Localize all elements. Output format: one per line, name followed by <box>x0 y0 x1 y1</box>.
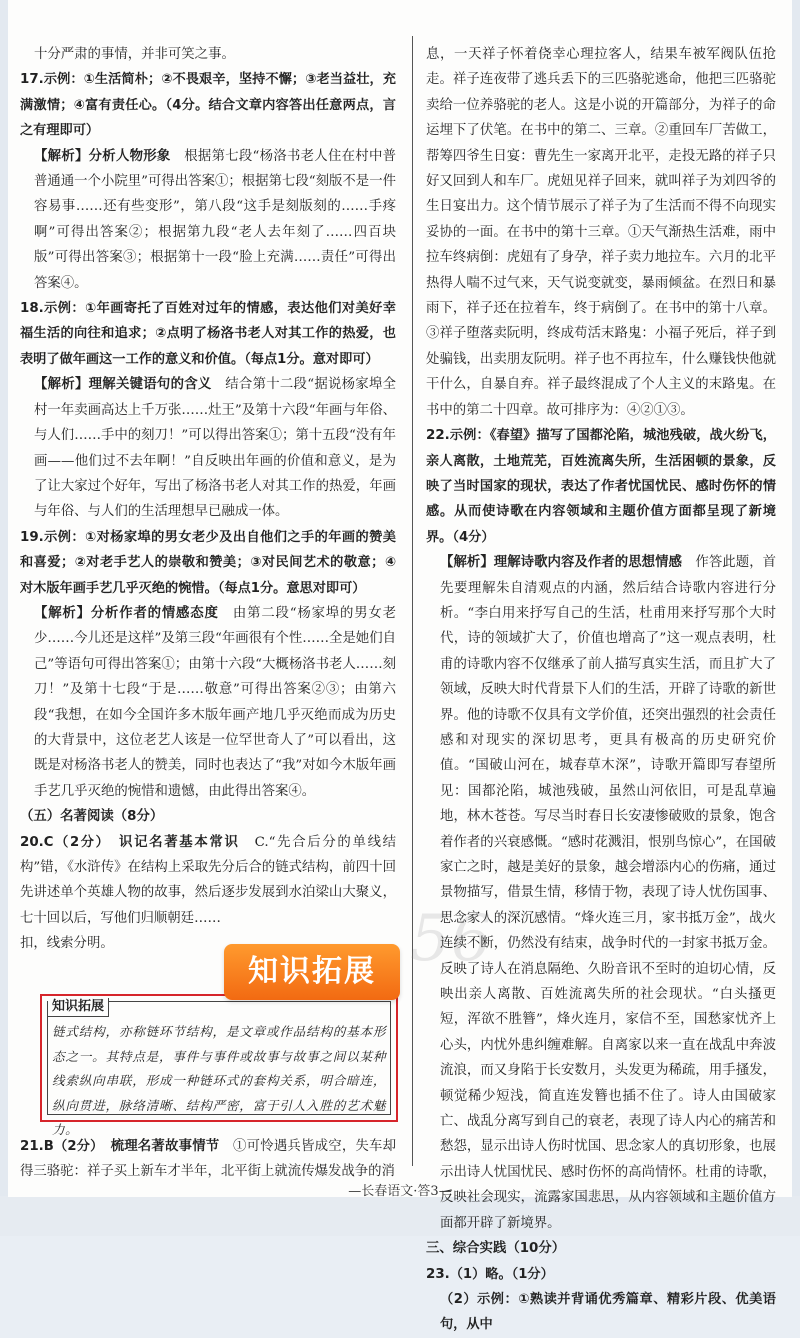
knowledge-box-title: 知识拓展 <box>48 998 109 1017</box>
q21-continuation: 息，一天祥子怀着侥幸心理拉客人，结果车被军阀队伍抢走。祥子连夜带了逃兵丢下的三匹骆驼逃命，他把三匹骆驼卖给一位养骆驼的老人。这是小说的开篇部分，为祥子的命运埋下了伏笔。在书中的第二、三章。②重回车厂苦做工，帮筹四爷生日宴：曹先生一家离开北平，走投无路的祥子只好又回到人和车厂。虎妞见祥子回来，就叫祥子为刘四爷的生日宴出力。这个情节展示了祥子为了生活而不得不向现实妥协的一面。在书中的第十三章。①天气渐热生活难，雨中拉车终病倒：虎妞有了身孕，祥子卖力地拉车。六月的北平热得人喘不过气来，天气说变就变，暴雨倾盆。在烈日和暴雨下，祥子还在拉着车，终于病倒了。在书中的第十八章。③祥子堕落卖阮明，终成苟活末路鬼：小福子死后，祥子到处骗钱，出卖朋友阮明。祥子也不再拉车，什么赚钱快他就干什么，自暴自弃。祥子最终混成了个人主义的末路鬼。在书中的第二十四章。故可排序为：④②①③。 <box>426 47 776 418</box>
q21-answer: B（2分） <box>43 1139 97 1154</box>
left-margin <box>0 0 8 1236</box>
page-footer: —长春语文·答3— <box>348 1184 452 1199</box>
q23-part2: （2）示例：①熟读并背诵优秀篇章、精彩片段、优美语句，从中 <box>440 1291 776 1333</box>
q17-answer: 示例：①生活简朴；②不畏艰辛，坚持不懈；③老当益壮，充满激情；④富有责任心。（4分。结合文章内容答出任意两点，言之有理即可） <box>20 72 396 139</box>
q22-analysis-tag: 【解析】理解诗歌内容及作者的思想情感 <box>440 555 682 571</box>
q20-number: 20. <box>20 834 44 850</box>
right-column <box>426 42 776 1338</box>
right-margin <box>792 0 800 1236</box>
column-divider <box>412 36 413 1166</box>
question-19 <box>20 525 396 601</box>
q20-tag: 识记名著基本常识 <box>119 834 240 850</box>
question-23 <box>426 1262 776 1287</box>
q20-answer: C（2分） <box>43 834 104 850</box>
q17-analysis-tag: 【解析】分析人物形象 <box>34 148 171 164</box>
q22-answer: 示例：《春望》描写了国都沦陷，城池残破，战火纷飞，亲人离散，土地荒芜，百姓流离失所，生活困顿的景象，反映了当时国家的现状，表达了作者忧国忧民、感时伤怀的情感。从而使诗歌在内容领域和主题价值方面都呈现了新境界。（4分） <box>426 428 776 545</box>
q23-number: 23. <box>426 1266 450 1282</box>
q20-tail: 扣，线索分明。 <box>20 936 114 952</box>
question-18 <box>20 296 396 372</box>
q18-number: 18. <box>20 301 44 317</box>
q19-answer: 示例：①对杨家埠的男女老少及出自他们之手的年画的赞美和喜爱；②对老手艺人的崇敬和赞美；③对民间艺术的敬意；④对木版年画手艺几乎灭绝的惋惜。（每点1分。意思对即可） <box>20 529 396 596</box>
q21-number: 21. <box>20 1139 44 1154</box>
question-21 <box>20 1134 396 1185</box>
q18-analysis: 结合第十二段“据说杨家埠全村一年卖画高达上千万张……灶王”及第十六段“年画与年俗、与人们……手中的刻刀！”可以得出答案①；第十五段“没有年画——他们过不去年啊！”自反映出年画的价值和意义，是为了让大家过个好年，写出了杨洛书老人对其工作的热爱，年画与年俗、与人们的生活理想早已融成一体。 <box>34 377 397 520</box>
banner-label: 知识拓展 <box>248 954 376 989</box>
q19-analysis: 由第二段“杨家埠的男女老少……今儿还是这样”及第三段“年画很有个性……全是她们自己”等语句可得出答案①；由第十六段“大概杨洛书老人……刻刀！”及第十七段“于是……敬意”可得出答案②③；由第六段“我想，在如今全国许多木版年画产地几乎灭绝而成为历史的大背景中，这位老艺人该是一位罕世奇人了”可以看出，这既是对杨洛书老人的赞美，同时也表达了“我”对如今木版年画手艺几乎灭绝的惋惜和遗憾，由此得出答案④。 <box>34 605 397 799</box>
q19-number: 19. <box>20 529 44 545</box>
question-17 <box>20 67 396 143</box>
question-22 <box>426 423 776 550</box>
section-5-heading: （五）名著阅读（8分） <box>20 809 164 825</box>
q18-analysis-block <box>20 372 396 524</box>
answer-page <box>8 0 792 1333</box>
q20-text: C.“先合后分的单线结构”错，《水浒传》在结构上采取先分后合的链式结构，前四十回先讲述单个英雄人物的故事，然后逐步发展到水泊梁山大聚义，七十回以后，写他们归顺朝廷…… <box>20 834 397 926</box>
left-column <box>20 42 396 957</box>
q19-analysis-tag: 【解析】分析作者的情感态度 <box>34 605 219 621</box>
q21-tag: 梳理名著故事情节 <box>110 1139 220 1154</box>
q23-part1: （1）略。（1分） <box>449 1266 554 1282</box>
q21-text: ①可怜遇兵皆成空，失车却得三骆驼：祥子买上新车才半年，北平街上就流传爆发战争的消 <box>20 1139 397 1180</box>
q17-analysis: 根据第七段“杨洛书老人住在村中普普通通一个小院里”可得出答案①；根据第七段“刻版不是一件容易事……还有些变形”，第八段“这手是刻版刻的……手疼啊”可得出答案②；根据第九段“老人去年刻了……四百块版”可得出答案③；根据第十一段“脸上充满……责任”可得出答案④。 <box>34 148 396 291</box>
carryover-text: 十分严肃的事情，并非可笑之事。 <box>34 47 235 62</box>
knowledge-extension-box <box>40 994 398 1137</box>
q18-analysis-tag: 【解析】理解关键语句的含义 <box>34 377 212 393</box>
q17-analysis-block <box>20 144 396 296</box>
q19-analysis-block <box>20 601 396 804</box>
left-column-bottom <box>20 1134 396 1185</box>
svg-text:56: 56 <box>410 902 492 976</box>
question-20 <box>20 830 396 932</box>
q18-answer: 示例：①年画寄托了百姓对过年的情感，表达他们对美好幸福生活的向往和追求；②点明了杨洛书老人对其工作的热爱，也表明了做年画这一工作的意义和价值。（每点1分。意对即可） <box>20 301 396 367</box>
section-3-heading: 三、综合实践（10分） <box>426 1241 566 1257</box>
q22-analysis-block <box>426 550 776 1236</box>
knowledge-extension-banner <box>224 944 400 1000</box>
q17-number: 17. <box>20 72 44 88</box>
q22-number: 22. <box>426 428 450 444</box>
knowledge-box-text: 链式结构，亦称链环节结构，是文章或作品结构的基本形态之一。其特点是，事件与事件或故事与故事之间以某种线索纵向串联，形成一种链环式的套构关系，明合暗连，纵向贯进，脉络清晰、结构严密，富于引人入胜的艺术魅力。 <box>52 1024 386 1137</box>
q22-analysis: 作答此题，首先要理解朱自清观点的内涵，然后结合诗歌内容进行分析。“李白用来抒写自己的生活，杜甫用来抒写那个大时代，诗的领域扩大了，价值也增高了”这一观点表明，杜甫的诗歌内容不仅继承了前人描写真实生活，而且扩大了领域，反映大时代背景下人们的生活，开辟了诗歌的新世界。他的诗歌不仅具有文学价值，还突出强烈的社会责任感和对现实的深切思考，更具有极高的历史研究价值。“国破山河在，城春草木深”，诗歌开篇即写春望所见：国都沦陷，城池残破，虽然山河依旧，可是乱草遍地，林木苍苍。写尽当时春日长安凄惨破败的景象，饱含着作者的兴衰感慨。“感时花溅泪，恨别鸟惊心”，在国破家亡之时，越是美好的景象，越会增添内心的伤痛，通过景物描写，借景生情，移情于物，表现了诗人忧伤国事、思念家人的深沉感情。“烽火连三月，家书抵万金”，战火连续不断，仍然没有结束，战争时代的一封家书抵万金。反映了诗人在消息隔绝、久盼音讯不至时的迫切心情，反映出亲人离散、百姓流离失所的社会现状。“白头搔更短，浑欲不胜簪”，烽火连月，家信不至，国愁家忧齐上心头，内忧外患纠缠难解。自离家以来一直在战乱中奔波流浪，而又身陷于长安数月，头发更为稀疏，用手搔发，顿觉稀少短浅，简直连发簪也插不住了。诗人由国破家亡、战乱分离写到自己的衰老，表现了诗人内心的痛苦和愁怨，显示出诗人伤时忧国、思念家人的真切形象，也展示出诗人忧国忧民、感时伤怀的高尚情怀。杜甫的诗歌，反映社会现实，流露家国悲思，从内容领域和主题价值方面都开辟了新境界。 <box>440 555 777 1231</box>
